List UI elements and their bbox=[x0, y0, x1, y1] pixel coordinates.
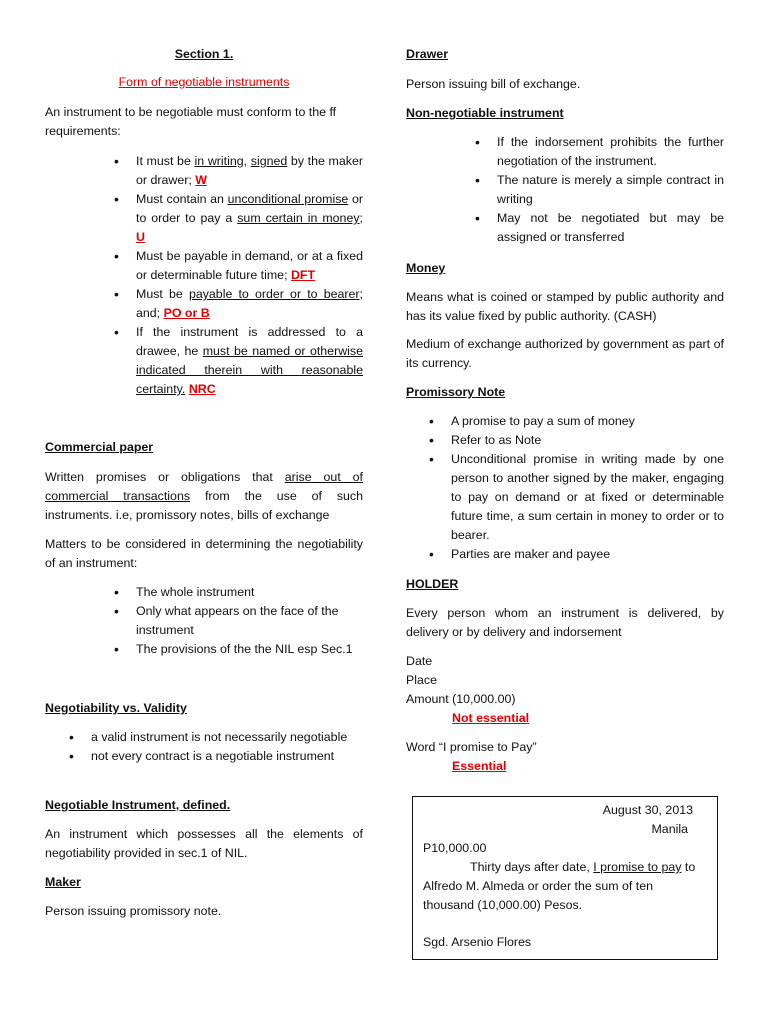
negotiability-validity-list bbox=[91, 728, 363, 766]
req2-underline-2: sum certain in money bbox=[237, 211, 360, 225]
drawer-text: Person issuing bill of exchange. bbox=[406, 77, 581, 91]
list-item: • not every contract is a negotiable instrument bbox=[91, 747, 363, 766]
requirement-item bbox=[136, 247, 363, 285]
req3-text-1: Must be payable in demand, or at a fixed or determinable future time; bbox=[136, 249, 363, 282]
list-item: • Unconditional promise in writing made by one person to another signed by the maker, engaging to pay on demand or at fixed or determinable future time, a sum certain in money to order or to bearer. bbox=[451, 450, 724, 545]
holder-text: Every person whom an instrument is delivered, by delivery or by delivery and indorsement bbox=[406, 606, 724, 639]
requirement-item bbox=[136, 190, 363, 247]
commercial-text-1: Written promises or obligations that bbox=[45, 470, 285, 484]
list-item: • Refer to as Note bbox=[451, 431, 724, 450]
list-item: • May not be negotiated but may be assigned or transferred bbox=[497, 209, 724, 247]
commercial-underline: arise out of commercial transactions bbox=[45, 470, 363, 503]
req5-code: NRC bbox=[188, 382, 216, 396]
note-date: August 30, 2013 bbox=[602, 803, 693, 817]
req2-text-1: Must contain an bbox=[136, 192, 228, 206]
req1-underline-2: signed bbox=[250, 154, 288, 168]
req4-code: PO or B bbox=[163, 306, 210, 320]
not-essential-label: Not essential bbox=[452, 711, 530, 725]
list-item: • Parties are maker and payee bbox=[451, 545, 724, 564]
req5-underline-1: must be named or otherwise indicated therein with reasonable certainty. bbox=[136, 344, 363, 396]
elements-block bbox=[406, 652, 537, 776]
sample-note-box bbox=[412, 796, 718, 960]
intro-paragraph bbox=[45, 103, 363, 141]
negotiability-validity-heading: Negotiability vs. Validity bbox=[45, 701, 187, 715]
holder-heading: HOLDER bbox=[406, 577, 459, 591]
money-text-1: Means what is coined or stamped by public authority and has its value fixed by public authority. (CASH) bbox=[406, 290, 724, 323]
req1-text-2: , bbox=[243, 154, 251, 168]
promissory-note-list bbox=[451, 412, 724, 564]
list-item: • The provisions of the the NIL esp Sec.1 bbox=[136, 640, 363, 659]
form-title: Form of negotiable instruments bbox=[118, 75, 290, 89]
date-label: Date bbox=[406, 654, 433, 668]
requirement-item bbox=[136, 152, 363, 190]
note-body-text-1: Thirty days after date, bbox=[470, 860, 594, 874]
word-label: Word “I promise to Pay” bbox=[406, 740, 537, 754]
requirement-item bbox=[136, 285, 363, 323]
req2-code: U bbox=[136, 230, 145, 244]
note-amount: P10,000.00 bbox=[423, 841, 487, 855]
negotiable-instrument-heading: Negotiable Instrument, defined. bbox=[45, 798, 231, 812]
money-heading: Money bbox=[406, 261, 446, 275]
req1-text-3: by the maker or drawer; bbox=[136, 154, 363, 187]
list-item: • The whole instrument bbox=[136, 583, 363, 602]
maker-heading: Maker bbox=[45, 875, 81, 889]
req2-text-2: or to order to pay a bbox=[136, 192, 363, 225]
req4-underline-1: payable to order or to bearer bbox=[188, 287, 360, 301]
requirements-list bbox=[136, 152, 363, 399]
note-body-text-2: to Alfredo M. Almeda or order the sum of ten thousand (10,000.00) Pesos. bbox=[423, 860, 696, 912]
list-item: • a valid instrument is not necessarily negotiable bbox=[91, 728, 363, 747]
req4-text-2: ; and; bbox=[136, 287, 363, 320]
negotiable-instrument-text: An instrument which possesses all the elements of negotiability provided in sec.1 of NIL. bbox=[45, 827, 363, 860]
req1-text-1: It must be bbox=[136, 154, 195, 168]
note-promise-underline: I promise to pay bbox=[593, 860, 682, 874]
note-signature: Sgd. Arsenio Flores bbox=[423, 935, 532, 949]
list-item: • If the indorsement prohibits the further negotiation of the instrument. bbox=[497, 133, 724, 171]
amount-label: Amount (10,000.00) bbox=[406, 692, 516, 706]
place-label: Place bbox=[406, 673, 437, 687]
list-item: • Only what appears on the face of the instrument bbox=[136, 602, 363, 640]
req2-text-3: ; bbox=[359, 211, 363, 225]
maker-text: Person issuing promissory note. bbox=[45, 904, 222, 918]
section-title: Section 1. bbox=[174, 47, 234, 61]
req3-code: DFT bbox=[290, 268, 316, 282]
promissory-note-heading: Promissory Note bbox=[406, 385, 506, 399]
intro-line-2: requirements: bbox=[45, 124, 121, 138]
req2-underline-1: unconditional promise bbox=[227, 192, 349, 206]
req4-text-1: Must be bbox=[136, 287, 189, 301]
req1-code: W bbox=[195, 173, 207, 187]
requirement-item bbox=[136, 323, 363, 399]
note-body bbox=[423, 858, 707, 915]
commercial-paper-heading: Commercial paper bbox=[45, 440, 154, 454]
req1-underline-1: in writing bbox=[194, 154, 244, 168]
essential-label: Essential bbox=[452, 759, 507, 773]
matters-list bbox=[136, 583, 363, 659]
matters-text: Matters to be considered in determining the negotiability of an instrument: bbox=[45, 537, 363, 570]
money-text-2: Medium of exchange authorized by government as part of its currency. bbox=[406, 337, 724, 370]
req5-text-1: If the instrument is addressed to a drawee, he bbox=[136, 325, 363, 358]
non-negotiable-heading: Non-negotiable instrument bbox=[406, 106, 564, 120]
non-negotiable-list bbox=[497, 133, 724, 247]
drawer-heading: Drawer bbox=[406, 47, 449, 61]
intro-line-1: An instrument to be negotiable must conform to the ff bbox=[45, 105, 337, 119]
note-place: Manila bbox=[651, 822, 688, 836]
commercial-paper-text bbox=[45, 468, 363, 525]
commercial-text-2: from the use of such instruments. i.e, promissory notes, bills of exchange bbox=[45, 489, 364, 522]
list-item: • The nature is merely a simple contract in writing bbox=[497, 171, 724, 209]
list-item: • A promise to pay a sum of money bbox=[451, 412, 724, 431]
